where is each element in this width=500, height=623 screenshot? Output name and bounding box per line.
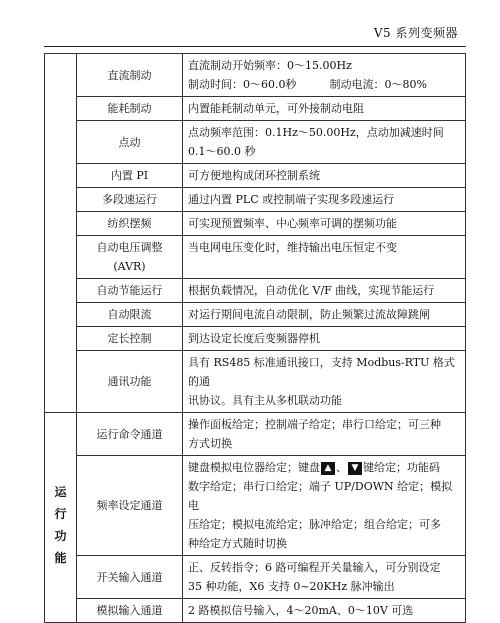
table-row (45, 413, 466, 456)
row-desc: 对运行期间电流自动限制，防止频繁过流故障跳闸 (183, 303, 466, 327)
row-label: 定长控制 (77, 327, 183, 351)
row-desc: 键盘模拟电位器给定；键盘 ▲ 、 ▼ 键给定；功能码 数字给定；串行口给定；端子 UP/DOWN 给定；模拟电 压给定；模拟电流给定；脉冲给定；组合给定；可多 种给定方式随时切换 (183, 456, 466, 556)
row-label: 开关输入通道 (77, 556, 183, 599)
table-row (45, 556, 466, 599)
row-desc: 根据负载情况，自动优化 V/F 曲线，实现节能运行 (183, 279, 466, 303)
spec-table (44, 53, 466, 623)
table-row (45, 599, 466, 623)
group-label: 运 行 功 能 (54, 485, 67, 565)
table-row (45, 212, 466, 236)
row-label: 频率设定通道 (77, 456, 183, 556)
page-header-title: V5 系列变频器 (373, 26, 458, 40)
row-label: 直流制动 (77, 54, 183, 97)
table-row (45, 97, 466, 121)
table-row (45, 456, 466, 556)
row-label: 点动 (77, 121, 183, 164)
down-arrow-key-icon: ▼ (348, 462, 362, 475)
row-label: 运行命令通道 (77, 413, 183, 456)
group-label-cell (45, 413, 77, 623)
table-row (45, 164, 466, 188)
row-desc: 具有 RS485 标准通讯接口，支持 Modbus-RTU 格式的通 讯协议。具有主从多机联动功能 (183, 351, 466, 413)
table-row (45, 351, 466, 413)
table-row (45, 121, 466, 164)
row-label: 内置 PI (77, 164, 183, 188)
row-label: 模拟输入通道 (77, 599, 183, 623)
row-label: 自动限流 (77, 303, 183, 327)
row-desc: 点动频率范围：0.1Hz～50.00Hz，点动加减速时间 0.1～60.0 秒 (183, 121, 466, 164)
table-row (45, 236, 466, 279)
row-label: 纺织摆频 (77, 212, 183, 236)
row-desc: 通过内置 PLC 或控制端子实现多段速运行 (183, 188, 466, 212)
row-desc: 内置能耗制动单元，可外接制动电阻 (183, 97, 466, 121)
table-row (45, 54, 466, 97)
row-desc: 直流制动开始频率：0～15.00Hz 制动时间：0～60.0秒 制动电流：0～80% (183, 54, 466, 97)
table-row (45, 327, 466, 351)
row-label: 通讯功能 (77, 351, 183, 413)
row-desc: 当电网电压变化时，维持输出电压恒定不变 (183, 236, 466, 279)
row-desc: 可实现预置频率、中心频率可调的摆频功能 (183, 212, 466, 236)
up-arrow-key-icon: ▲ (321, 462, 335, 475)
table-row (45, 188, 466, 212)
header-rule (44, 46, 466, 47)
row-label: 自动节能运行 (77, 279, 183, 303)
table-row (45, 279, 466, 303)
group-cell-empty (45, 54, 77, 413)
row-label: 能耗制动 (77, 97, 183, 121)
row-desc: 到达设定长度后变频器停机 (183, 327, 466, 351)
row-desc: 操作面板给定；控制端子给定；串行口给定；可三种 方式切换 (183, 413, 466, 456)
row-label: 自动电压调整 (AVR) (77, 236, 183, 279)
row-desc: 可方便地构成闭环控制系统 (183, 164, 466, 188)
row-desc: 2 路模拟信号输入，4～20mA、0～10V 可选 (183, 599, 466, 623)
row-label: 多段速运行 (77, 188, 183, 212)
row-desc: 正、反转指令；6 路可编程开关量输入，可分别设定 35 种功能，X6 支持 0~20KHz 脉冲输出 (183, 556, 466, 599)
table-row (45, 303, 466, 327)
